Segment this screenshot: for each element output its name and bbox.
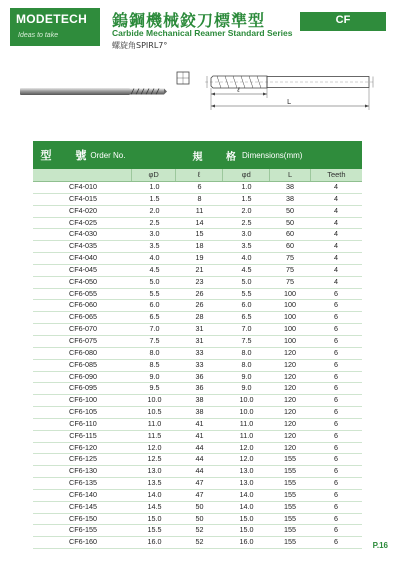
table-row bbox=[33, 514, 362, 526]
overall-length-cell: 155 bbox=[284, 466, 296, 476]
flute-length-cell: 38 bbox=[195, 395, 204, 405]
flute-length-cell: 33 bbox=[195, 359, 204, 369]
overall-length-cell: 75 bbox=[286, 253, 294, 263]
overall-length-cell: 60 bbox=[286, 229, 294, 239]
shank-diameter-cell: 11.0 bbox=[239, 430, 254, 440]
shank-diameter-cell: 6.0 bbox=[241, 300, 252, 310]
diameter-cell: 9.5 bbox=[149, 383, 160, 393]
table-row bbox=[33, 454, 362, 466]
spiral-angle-note: 螺旋角SPIRL7° bbox=[112, 41, 168, 50]
flute-length-cell: 50 bbox=[195, 513, 204, 523]
teeth-cell: 6 bbox=[334, 466, 338, 476]
order-no-cell: CF4-045 bbox=[69, 264, 97, 274]
flute-length-cell: 44 bbox=[195, 454, 204, 464]
teeth-cell: 6 bbox=[334, 418, 338, 428]
diameter-cell: 10.5 bbox=[147, 407, 162, 417]
overall-length-cell: 155 bbox=[284, 478, 296, 488]
overall-length-cell: 38 bbox=[286, 193, 294, 203]
column-header-row bbox=[33, 169, 362, 182]
teeth-cell: 6 bbox=[334, 335, 338, 345]
table-row bbox=[33, 443, 362, 455]
page-number: P.16 bbox=[372, 541, 388, 550]
order-no-cell: CF6-125 bbox=[69, 454, 97, 464]
table-header-main bbox=[33, 141, 362, 169]
shank-diameter-cell: 13.0 bbox=[239, 478, 254, 488]
shank-diameter-cell: 4.0 bbox=[241, 253, 252, 263]
flute-length-cell: 38 bbox=[195, 407, 204, 417]
shank-diameter-cell: 2.5 bbox=[241, 217, 252, 227]
table-row bbox=[33, 383, 362, 395]
diameter-cell: 4.5 bbox=[149, 264, 160, 274]
table-row bbox=[33, 537, 362, 549]
order-header-en: Order No. bbox=[90, 150, 126, 160]
flute-length-cell: 18 bbox=[195, 241, 204, 251]
overall-length-cell: 120 bbox=[284, 395, 296, 405]
flute-length-cell: 11 bbox=[195, 205, 204, 215]
diameter-cell: 11.5 bbox=[147, 430, 162, 440]
flute-length-cell: 19 bbox=[195, 253, 204, 263]
flute-length-cell: 41 bbox=[195, 430, 204, 440]
shank-diameter-cell: 2.0 bbox=[241, 205, 252, 215]
diameter-cell: 15.0 bbox=[147, 513, 162, 523]
dimensions-header bbox=[133, 141, 362, 169]
overall-length-cell: 100 bbox=[284, 288, 296, 298]
shank-diameter-cell: 11.0 bbox=[239, 418, 254, 428]
diameter-cell: 12.5 bbox=[147, 454, 162, 464]
flute-length-cell: 28 bbox=[195, 312, 204, 322]
table-row bbox=[33, 478, 362, 490]
order-no-cell: CF4-015 bbox=[69, 193, 97, 203]
overall-length-cell: 120 bbox=[284, 383, 296, 393]
order-no-cell: CF6-055 bbox=[69, 288, 97, 298]
column-header-diameter: φD bbox=[131, 169, 174, 181]
teeth-cell: 6 bbox=[334, 312, 338, 322]
order-no-cell: CF6-085 bbox=[69, 359, 97, 369]
diameter-cell: 12.0 bbox=[147, 442, 162, 452]
overall-length-cell: 100 bbox=[284, 324, 296, 334]
flute-length-cell: 26 bbox=[195, 300, 204, 310]
order-no-cell: CF6-115 bbox=[69, 430, 97, 440]
overall-length-cell: 75 bbox=[286, 276, 294, 286]
order-no-cell: CF4-035 bbox=[69, 241, 97, 251]
shank-diameter-cell: 3.5 bbox=[241, 241, 252, 251]
order-no-cell: CF4-050 bbox=[69, 276, 97, 286]
shank-diameter-cell: 6.5 bbox=[241, 312, 252, 322]
diameter-cell: 14.0 bbox=[147, 489, 162, 499]
header-rule bbox=[300, 30, 386, 31]
order-no-cell: CF6-080 bbox=[69, 347, 97, 357]
order-no-header bbox=[33, 141, 133, 169]
overall-length-cell: 100 bbox=[284, 312, 296, 322]
flute-length-cell: 44 bbox=[195, 442, 204, 452]
flute-length-cell: 31 bbox=[195, 324, 204, 334]
diameter-cell: 9.0 bbox=[149, 371, 160, 381]
diameter-cell: 16.0 bbox=[147, 537, 162, 547]
teeth-cell: 6 bbox=[334, 489, 338, 499]
brand-tagline: Ideas to take bbox=[18, 32, 59, 39]
order-no-cell: CF6-150 bbox=[69, 513, 97, 523]
teeth-cell: 6 bbox=[334, 395, 338, 405]
page-title-cn: 鎢鋼機械鉸刀標準型 bbox=[112, 11, 266, 30]
order-no-cell: CF6-095 bbox=[69, 383, 97, 393]
table-row bbox=[33, 336, 362, 348]
overall-length-cell: 50 bbox=[286, 217, 294, 227]
overall-length-cell: 120 bbox=[284, 371, 296, 381]
series-code: CF bbox=[335, 14, 351, 26]
flute-length-cell: 15 bbox=[195, 229, 204, 239]
shank-diameter-cell: 12.0 bbox=[239, 454, 254, 464]
table-row bbox=[33, 419, 362, 431]
order-no-cell: CF4-020 bbox=[69, 205, 97, 215]
overall-length-cell: 75 bbox=[286, 264, 294, 274]
diameter-cell: 5.5 bbox=[149, 288, 160, 298]
flute-length-cell: 23 bbox=[195, 276, 204, 286]
diameter-cell: 3.5 bbox=[149, 241, 160, 251]
teeth-cell: 6 bbox=[334, 359, 338, 369]
table-row bbox=[33, 206, 362, 218]
diameter-cell: 6.0 bbox=[149, 300, 160, 310]
flute-length-cell: 8 bbox=[197, 193, 202, 203]
diameter-cell: 13.5 bbox=[147, 478, 162, 488]
column-header-overall-length: L bbox=[269, 169, 309, 181]
teeth-cell: 6 bbox=[334, 430, 338, 440]
dim-header-cn: 規 格 bbox=[192, 151, 247, 163]
overall-length-label: L bbox=[287, 98, 291, 106]
shank-diameter-cell: 7.0 bbox=[241, 324, 252, 334]
shank-diameter-cell: 5.5 bbox=[241, 288, 252, 298]
brand-logo bbox=[10, 8, 100, 46]
shank-diameter-cell: 16.0 bbox=[239, 537, 254, 547]
teeth-cell: 6 bbox=[334, 347, 338, 357]
column-header-teeth: Teeth bbox=[310, 169, 362, 181]
flute-length-cell: 44 bbox=[195, 466, 204, 476]
diameter-cell: 8.5 bbox=[149, 359, 160, 369]
order-no-cell: CF4-025 bbox=[69, 217, 97, 227]
table-row bbox=[33, 253, 362, 265]
order-no-cell: CF6-160 bbox=[69, 537, 97, 547]
teeth-cell: 6 bbox=[334, 513, 338, 523]
overall-length-cell: 60 bbox=[286, 241, 294, 251]
teeth-cell: 6 bbox=[334, 324, 338, 334]
flute-length-cell: 52 bbox=[195, 525, 204, 535]
table-row bbox=[33, 241, 362, 253]
shank-diameter-cell: 13.0 bbox=[239, 466, 254, 476]
flute-length-cell: 41 bbox=[195, 418, 204, 428]
flute-length-cell: 47 bbox=[195, 489, 204, 499]
shank-diameter-cell: 1.0 bbox=[241, 182, 252, 191]
order-no-cell: CF6-105 bbox=[69, 407, 97, 417]
table-row bbox=[33, 348, 362, 360]
teeth-cell: 6 bbox=[334, 501, 338, 511]
diameter-cell: 5.0 bbox=[149, 276, 160, 286]
flute-length-cell: 47 bbox=[195, 478, 204, 488]
shank-diameter-cell: 4.5 bbox=[241, 264, 252, 274]
table-row bbox=[33, 277, 362, 289]
flute-length-cell: 26 bbox=[195, 288, 204, 298]
overall-length-cell: 155 bbox=[284, 501, 296, 511]
order-no-cell: CF4-030 bbox=[69, 229, 97, 239]
order-no-cell: CF4-010 bbox=[69, 182, 97, 191]
table-row bbox=[33, 372, 362, 384]
order-no-cell: CF6-070 bbox=[69, 324, 97, 334]
reamer-illustration bbox=[18, 82, 168, 102]
table-row bbox=[33, 525, 362, 537]
order-no-cell: CF6-145 bbox=[69, 501, 97, 511]
teeth-cell: 4 bbox=[334, 264, 338, 274]
dim-header-en: Dimensions(mm) bbox=[242, 150, 303, 160]
teeth-cell: 6 bbox=[334, 371, 338, 381]
overall-length-cell: 120 bbox=[284, 442, 296, 452]
flute-length-cell: 36 bbox=[195, 371, 204, 381]
teeth-cell: 6 bbox=[334, 300, 338, 310]
teeth-cell: 6 bbox=[334, 407, 338, 417]
diameter-cell: 10.0 bbox=[147, 395, 162, 405]
brand-name: MODETECH bbox=[16, 12, 88, 26]
order-no-cell: CF6-120 bbox=[69, 442, 97, 452]
table-row bbox=[33, 431, 362, 443]
order-no-cell: CF6-110 bbox=[69, 418, 97, 428]
teeth-cell: 4 bbox=[334, 217, 338, 227]
teeth-cell: 4 bbox=[334, 241, 338, 251]
diameter-cell: 15.5 bbox=[147, 525, 162, 535]
teeth-cell: 4 bbox=[334, 193, 338, 203]
column-header-shank-diameter: φd bbox=[222, 169, 269, 181]
order-no-cell: CF6-130 bbox=[69, 466, 97, 476]
table-row bbox=[33, 360, 362, 372]
overall-length-cell: 50 bbox=[286, 205, 294, 215]
diameter-cell: 3.0 bbox=[149, 229, 160, 239]
column-header-flute-length: ℓ bbox=[175, 169, 222, 181]
table-row bbox=[33, 395, 362, 407]
dimension-diagram bbox=[175, 66, 380, 118]
diameter-cell: 13.0 bbox=[147, 466, 162, 476]
table-row bbox=[33, 300, 362, 312]
table-row bbox=[33, 324, 362, 336]
diameter-cell: 2.5 bbox=[149, 217, 160, 227]
teeth-cell: 6 bbox=[334, 442, 338, 452]
overall-length-cell: 120 bbox=[284, 359, 296, 369]
shank-diameter-cell: 5.0 bbox=[241, 276, 252, 286]
table-row bbox=[33, 502, 362, 514]
shank-diameter-cell: 15.0 bbox=[239, 513, 254, 523]
table-row bbox=[33, 490, 362, 502]
series-code-badge bbox=[300, 12, 386, 30]
flute-length-cell: 31 bbox=[195, 335, 204, 345]
shank-diameter-cell: 1.5 bbox=[241, 193, 252, 203]
diameter-cell: 4.0 bbox=[149, 253, 160, 263]
flute-length-cell: 36 bbox=[195, 383, 204, 393]
order-no-cell: CF6-135 bbox=[69, 478, 97, 488]
shank-diameter-cell: 8.0 bbox=[241, 347, 252, 357]
shank-diameter-cell: 14.0 bbox=[239, 489, 254, 499]
teeth-cell: 6 bbox=[334, 525, 338, 535]
overall-length-cell: 155 bbox=[284, 537, 296, 547]
overall-length-cell: 100 bbox=[284, 335, 296, 345]
table-row bbox=[33, 289, 362, 301]
overall-length-cell: 100 bbox=[284, 300, 296, 310]
flute-length-cell: 6 bbox=[197, 182, 202, 191]
flute-length-cell: 33 bbox=[195, 347, 204, 357]
spec-table bbox=[33, 141, 362, 549]
diameter-cell: 7.5 bbox=[149, 335, 160, 345]
table-row bbox=[33, 312, 362, 324]
order-no-cell: CF6-065 bbox=[69, 312, 97, 322]
shank-diameter-cell: 12.0 bbox=[239, 442, 254, 452]
teeth-cell: 4 bbox=[334, 253, 338, 263]
flute-length-cell: 50 bbox=[195, 501, 204, 511]
page-title-en: Carbide Mechanical Reamer Standard Series bbox=[112, 28, 293, 38]
order-no-cell: CF6-155 bbox=[69, 525, 97, 535]
table-row bbox=[33, 218, 362, 230]
table-row bbox=[33, 407, 362, 419]
diameter-cell: 14.5 bbox=[147, 501, 162, 511]
diameter-cell: 1.5 bbox=[149, 193, 160, 203]
order-header-cn: 型 號 bbox=[40, 149, 97, 162]
teeth-cell: 6 bbox=[334, 288, 338, 298]
overall-length-cell: 120 bbox=[284, 418, 296, 428]
overall-length-cell: 120 bbox=[284, 347, 296, 357]
flute-length-cell: 52 bbox=[195, 537, 204, 547]
teeth-cell: 4 bbox=[334, 182, 338, 191]
table-row bbox=[33, 265, 362, 277]
order-no-cell: CF4-040 bbox=[69, 253, 97, 263]
table-row bbox=[33, 466, 362, 478]
shank-diameter-cell: 14.0 bbox=[239, 501, 254, 511]
overall-length-cell: 155 bbox=[284, 489, 296, 499]
teeth-cell: 6 bbox=[334, 537, 338, 547]
table-row bbox=[33, 182, 362, 194]
column-header-blank bbox=[33, 169, 131, 181]
overall-length-cell: 155 bbox=[284, 454, 296, 464]
shank-diameter-cell: 15.0 bbox=[239, 525, 254, 535]
flute-length-cell: 14 bbox=[195, 217, 204, 227]
shank-diameter-cell: 3.0 bbox=[241, 229, 252, 239]
order-no-cell: CF6-100 bbox=[69, 395, 97, 405]
diameter-cell: 6.5 bbox=[149, 312, 160, 322]
table-row bbox=[33, 229, 362, 241]
teeth-cell: 6 bbox=[334, 478, 338, 488]
table-row bbox=[33, 194, 362, 206]
flute-length-cell: 21 bbox=[195, 264, 204, 274]
teeth-cell: 4 bbox=[334, 229, 338, 239]
overall-length-cell: 120 bbox=[284, 430, 296, 440]
shank-diameter-cell: 9.0 bbox=[241, 383, 252, 393]
overall-length-cell: 38 bbox=[286, 182, 294, 191]
overall-length-cell: 155 bbox=[284, 525, 296, 535]
diameter-cell: 2.0 bbox=[149, 205, 160, 215]
diameter-cell: 7.0 bbox=[149, 324, 160, 334]
teeth-cell: 6 bbox=[334, 454, 338, 464]
shank-diameter-cell: 9.0 bbox=[241, 371, 252, 381]
order-no-cell: CF6-075 bbox=[69, 335, 97, 345]
shank-diameter-cell: 8.0 bbox=[241, 359, 252, 369]
shank-diameter-cell: 7.5 bbox=[241, 335, 252, 345]
teeth-cell: 6 bbox=[334, 383, 338, 393]
order-no-cell: CF6-090 bbox=[69, 371, 97, 381]
shank-diameter-cell: 10.0 bbox=[239, 395, 254, 405]
overall-length-cell: 120 bbox=[284, 407, 296, 417]
overall-length-cell: 155 bbox=[284, 513, 296, 523]
teeth-cell: 4 bbox=[334, 276, 338, 286]
order-no-cell: CF6-140 bbox=[69, 489, 97, 499]
shank-diameter-cell: 10.0 bbox=[239, 407, 254, 417]
diameter-cell: 1.0 bbox=[149, 182, 160, 191]
table-body bbox=[33, 182, 362, 549]
diameter-cell: 11.0 bbox=[147, 418, 162, 428]
order-no-cell: CF6-060 bbox=[69, 300, 97, 310]
diameter-cell: 8.0 bbox=[149, 347, 160, 357]
teeth-cell: 4 bbox=[334, 205, 338, 215]
flute-length-label: ℓ bbox=[237, 86, 240, 94]
